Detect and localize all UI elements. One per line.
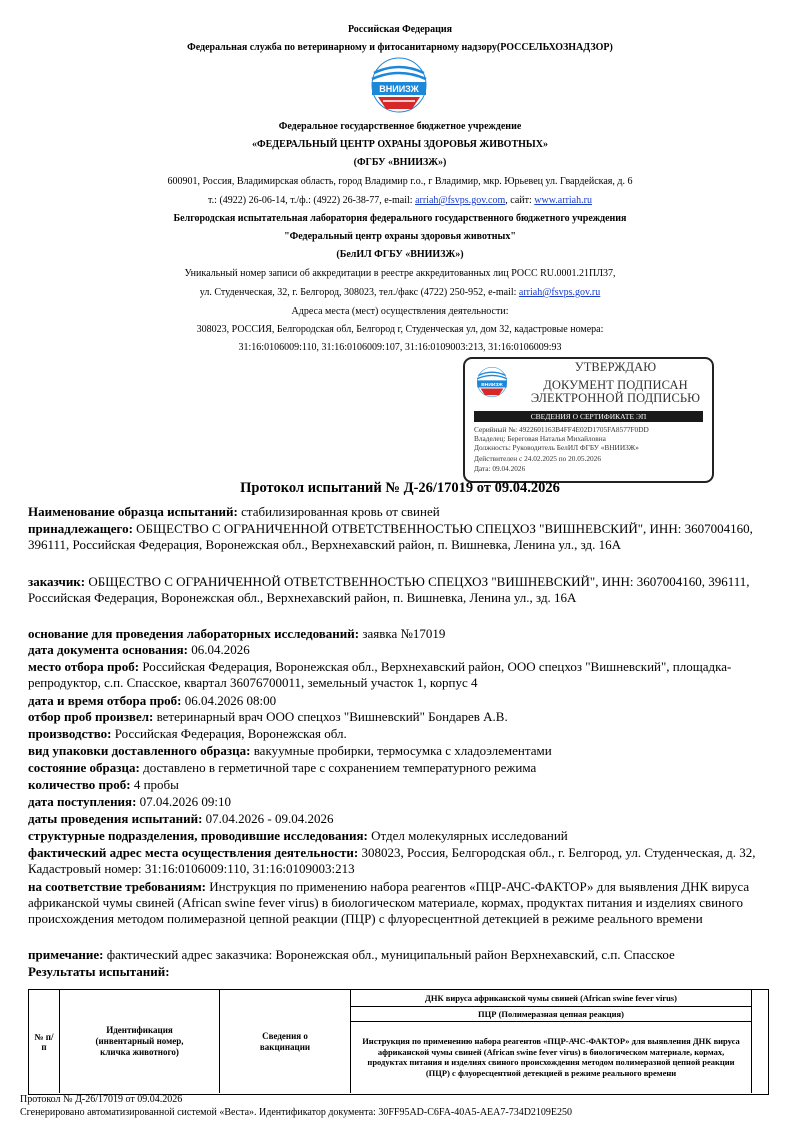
service-line: Федеральная служба по ветеринарному и фитосанитарному надзору(РОССЕЛЬХОЗНАДЗОР) — [187, 42, 613, 53]
org-line2: «ФЕДЕРАЛЬНЫЙ ЦЕНТР ОХРАНЫ ЗДОРОВЬЯ ЖИВОТНЫХ» — [252, 139, 548, 150]
field-label: отбор проб произвел: — [28, 709, 154, 724]
field-value: 4 пробы — [130, 777, 179, 792]
field-16 — [28, 879, 776, 927]
field-label: дата и время отбора проб: — [28, 693, 182, 708]
field-value: ветеринарный врач ООО спецхоз "Вишневский" Бондарев А.В. — [153, 709, 508, 724]
email-link[interactable]: arriah@fsvps.gov.com — [415, 195, 506, 206]
field-value: доставлено в герметичной таре с сохранением температурного режима — [139, 760, 537, 775]
field-label: на соответствие требованиям: — [28, 879, 207, 894]
lab-line1: Белгородская испытательная лаборатория федерального государственного бюджетного учреждения — [173, 213, 627, 224]
field-value: заявка №17019 — [359, 626, 446, 641]
field-value: ОБЩЕСТВО С ОГРАНИЧЕННОЙ ОТВЕТСТВЕННОСТЬЮ СПЕЦХОЗ "ВИШНЕВСКИЙ", ИНН: 3607004160, 396111, Российская Федерация, Воронежская обл., Верхнехавский район, п. Вишневка, Ленина ул., зд. 16А — [28, 521, 753, 552]
stamp-owner: Владелец: Береговая Наталья Михайловна — [474, 434, 606, 443]
field-label: Наименование образца испытаний: — [28, 504, 238, 519]
field-11 — [28, 777, 776, 793]
field-label: примечание: — [28, 947, 104, 962]
field-label: вид упаковки доставленного образца: — [28, 743, 251, 758]
lab-address-line: ул. Студенческая, 32, г. Белгород, 308023, тел./факс (4722) 250-952, e-mail: arriah@fsvps.gov.ru — [199, 287, 601, 298]
lab-line3: (БелИЛ ФГБУ «ВНИИЗЖ») — [336, 249, 464, 260]
field-8 — [28, 726, 776, 742]
col-identification-header: Идентификация (инвентарный номер, кличка животного) — [60, 990, 220, 1093]
org-address: 600901, Россия, Владимирская область, город Владимир г.о., г Владимир, мкр. Юрьевец ул. Гвардейская, д. 6 — [167, 176, 633, 187]
stamp-logo — [474, 365, 510, 399]
footer-protocol: Протокол № Д-26/17019 от 09.04.2026 — [20, 1094, 183, 1105]
field-value: Российская Федерация, Воронежская обл., Верхнехавский район, ООО спецхоз "Вишневский", площадка-репродуктор, с.п. Спасское, квартал 36076700011, земельный участок 1, корпус 4 — [28, 659, 732, 690]
stamp-approve: УТВЕРЖДАЮ — [574, 360, 657, 374]
field-17 — [28, 947, 776, 963]
field-18 — [28, 964, 776, 980]
field-value: 07.04.2026 09:10 — [136, 794, 232, 809]
field-label: фактический адрес места осуществления деятельности: — [28, 845, 359, 860]
field-2 — [28, 574, 776, 606]
field-6 — [28, 693, 776, 709]
field-3 — [28, 626, 776, 642]
field-label: основание для проведения лабораторных исследований: — [28, 626, 360, 641]
method-header: ПЦР (Полимеразная цепная реакция) — [351, 1007, 751, 1022]
results-table — [28, 989, 769, 1095]
test-name-header: ДНК вируса африканской чумы свиней (African swine fever virus) — [351, 990, 751, 1007]
field-15 — [28, 845, 776, 877]
field-13 — [28, 811, 776, 827]
col-extra — [751, 990, 767, 1093]
field-label: дата поступления: — [28, 794, 137, 809]
field-label: производство: — [28, 726, 112, 741]
field-value: ОБЩЕСТВО С ОГРАНИЧЕННОЙ ОТВЕТСТВЕННОСТЬЮ СПЕЦХОЗ "ВИШНЕВСКИЙ", ИНН: 3607004160, 396111, Российская Федерация, Воронежская обл., Верхнехавский район, п. Вишневка, Ленина ул., зд. 16А — [28, 574, 750, 605]
field-9 — [28, 743, 776, 759]
field-value: стабилизированная кровь от свиней — [237, 504, 440, 519]
field-label: структурные подразделения, проводившие исследования: — [28, 828, 368, 843]
field-14 — [28, 828, 776, 844]
accreditation-line: Уникальный номер записи об аккредитации в реестре аккредитованных лиц РОСС RU.0001.21ПЛ37, — [184, 268, 616, 279]
signature-stamp — [463, 357, 714, 483]
instruction-header: Инструкция по применению набора реагентов «ПЦР-АЧС-ФАКТОР» для выявления ДНК вируса африканской чумы свиней (African swine fever virus) в биологическом материале, кормах, продуктах питания и изделиях свиного происхождения методом полимеразной цепной реакции (ПЦР) с флуоресцентной детекцией в режиме реального времени — [362, 1036, 740, 1078]
field-label: даты проведения испытаний: — [28, 811, 203, 826]
contacts-line: т.: (4922) 26-06-14, т./ф.: (4922) 26-38-77, e-mail: arriah@fsvps.gov.com, сайт: www.arriah.ru — [208, 195, 592, 206]
field-label: дата документа основания: — [28, 642, 188, 657]
field-label: состояние образца: — [28, 760, 140, 775]
places-line2: 31:16:0106009:110, 31:16:0106009:107, 31:16:0109003:213, 31:16:0106009:93 — [238, 342, 562, 353]
field-value: 06.04.2026 — [187, 642, 250, 657]
lab-email-link[interactable]: arriah@fsvps.gov.ru — [518, 287, 601, 298]
field-12 — [28, 794, 776, 810]
svg-text:ВНИИЗЖ: ВНИИЗЖ — [481, 382, 503, 388]
stamp-serial: Серийный №: 4922601163B4FF4E02D1705FA8577F0DD — [474, 425, 649, 434]
field-value: фактический адрес заказчика: Воронежская обл., муниципальный район Верхнехавский, с.п. Спасское — [103, 947, 675, 962]
field-5 — [28, 659, 776, 691]
stamp-date: Дата: 09.04.2026 — [474, 464, 526, 473]
svg-text:ВНИИЗЖ: ВНИИЗЖ — [379, 84, 419, 94]
field-label: заказчик: — [28, 574, 86, 589]
field-1 — [28, 521, 776, 553]
field-label: количество проб: — [28, 777, 131, 792]
field-4 — [28, 642, 776, 658]
stamp-position: Должность: Руководитель БелИЛ ФГБУ «ВНИИЗЖ» — [474, 443, 639, 452]
org-line3: (ФГБУ «ВНИИЗЖ») — [353, 157, 447, 168]
country-line: Российская Федерация — [347, 24, 453, 35]
places-title: Адреса места (мест) осуществления деятельности: — [291, 306, 509, 317]
footer-generated: Сгенерировано автоматизированной системой «Веста». Идентификатор документа: 30FF95AD-C6FA-40A5-AEA7-734D2109E250 — [20, 1107, 573, 1118]
stamp-esign: ЭЛЕКТРОННОЙ ПОДПИСЬЮ — [530, 391, 701, 405]
org-line1: Федеральное государственное бюджетное учреждение — [278, 121, 522, 132]
col-vaccination-header: Сведения о вакцинации — [220, 990, 351, 1093]
field-7 — [28, 709, 776, 725]
stamp-signed: ДОКУМЕНТ ПОДПИСАН — [543, 378, 688, 392]
col-number-header: № п/п — [29, 990, 60, 1093]
vniizzh-logo — [366, 56, 432, 114]
field-value: 06.04.2026 08:00 — [181, 693, 277, 708]
field-value: 07.04.2026 - 09.04.2026 — [202, 811, 334, 826]
field-value: Инструкция по применению набора реагентов «ПЦР-АЧС-ФАКТОР» для выявления ДНК вируса африканской чумы свиней (African swine fever virus) в биологическом материале, кормах, продуктах питания и изделиях свиного происхождения методом полимеразной цепной реакции (ПЦР) с флуоресцентной детекцией в режиме реального времени — [28, 879, 750, 926]
field-value: 308023, Россия, Белгородская обл., г. Белгород, ул. Студенческая, д. 32, Кадастровый номер: 31:16:0106009:110, 31:16:0109003:213 — [28, 845, 756, 876]
site-link[interactable]: www.arriah.ru — [534, 195, 592, 206]
field-value: Отдел молекулярных исследований — [367, 828, 568, 843]
lab-line2: "Федеральный центр охраны здоровья животных" — [284, 231, 516, 242]
field-0 — [28, 504, 776, 520]
col-test-group — [351, 990, 751, 1093]
field-label: место отбора проб: — [28, 659, 140, 674]
protocol-title: Протокол испытаний № Д-26/17019 от 09.04.2026 — [240, 480, 560, 496]
stamp-cert-bar: СВЕДЕНИЯ О СЕРТИФИКАТЕ ЭП — [474, 411, 703, 422]
field-label: Результаты испытаний: — [28, 964, 170, 979]
field-value: Российская Федерация, Воронежская обл. — [111, 726, 347, 741]
field-value: вакуумные пробирки, термосумка с хладоэлементами — [250, 743, 552, 758]
places-line1: 308023, РОССИЯ, Белгородская обл, Белгород г, Студенческая ул, дом 32, кадастровые номера: — [196, 324, 604, 335]
stamp-valid: Действителен с 24.02.2025 по 20.05.2026 — [474, 454, 601, 463]
field-label: принадлежащего: — [28, 521, 133, 536]
field-10 — [28, 760, 776, 776]
